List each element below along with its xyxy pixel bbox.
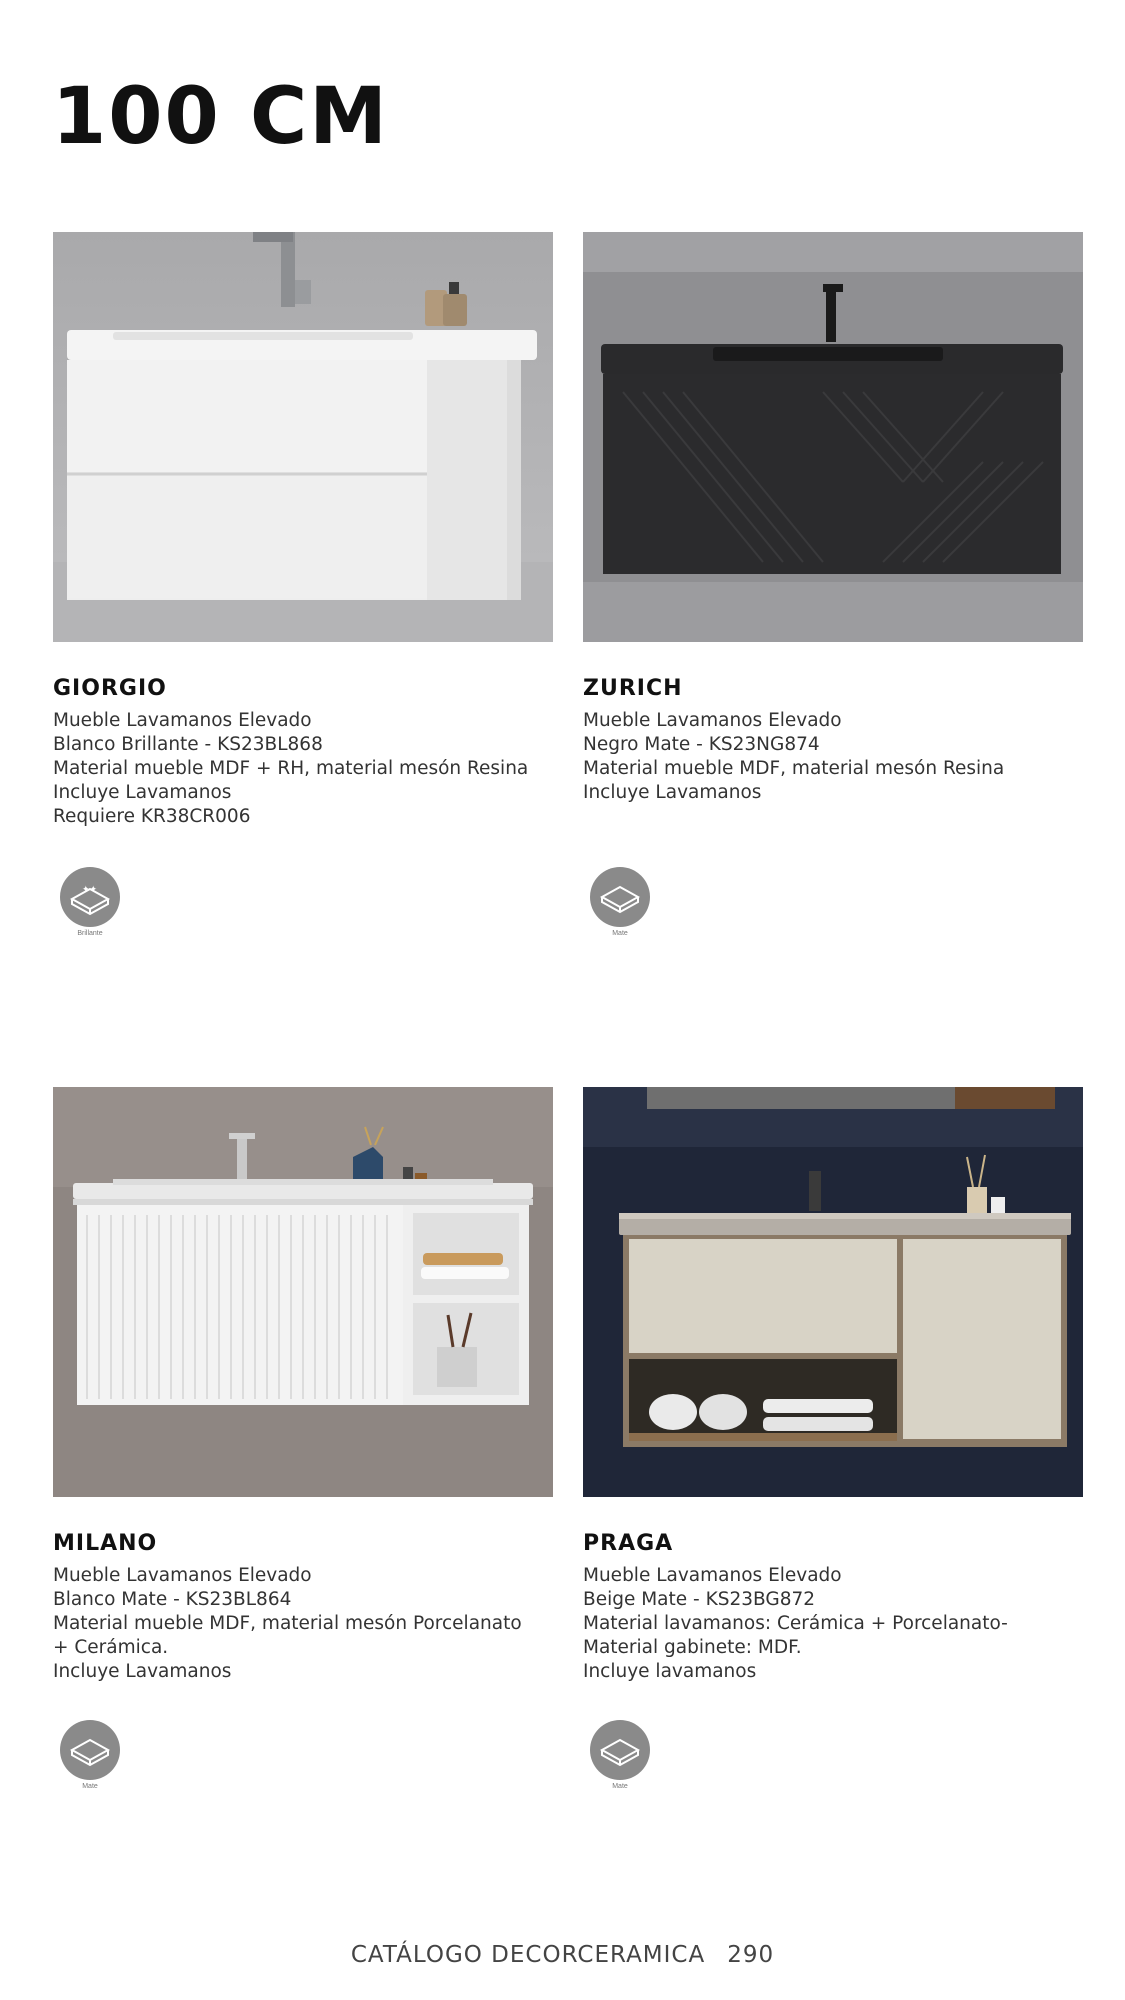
description-line: Mueble Lavamanos Elevado	[53, 1565, 312, 1586]
product-description	[583, 1564, 1083, 1684]
product-name: ZURICH	[583, 676, 683, 701]
matte-finish-icon	[60, 1720, 120, 1780]
description-line: Incluye Lavamanos	[583, 782, 762, 803]
matte-finish-icon	[590, 1720, 650, 1780]
product-name: PRAGA	[583, 1531, 674, 1556]
finish-label: Mate	[82, 1783, 98, 1790]
product-card-praga	[583, 1087, 1083, 1684]
description-line: Mueble Lavamanos Elevado	[53, 710, 312, 731]
description-line: Incluye Lavamanos	[53, 782, 232, 803]
svg-text:✦✦: ✦✦	[82, 885, 98, 895]
catalog-name: CATÁLOGO DECORCERAMICA	[350, 1942, 706, 1968]
description-line: + Cerámica.	[53, 1637, 169, 1658]
product-name: MILANO	[53, 1531, 158, 1556]
finish-label: Mate	[612, 930, 628, 937]
description-line: Material mueble MDF, material mesón Porcelanato	[53, 1613, 522, 1634]
description-line: Blanco Mate - KS23BL864	[53, 1589, 292, 1610]
product-card-giorgio	[53, 232, 553, 829]
finish-badge-milano	[50, 1720, 130, 1790]
description-line: Negro Mate - KS23NG874	[583, 734, 820, 755]
product-name: GIORGIO	[53, 676, 167, 701]
glossy-finish-icon	[60, 867, 120, 927]
page-footer	[0, 1942, 1125, 1968]
finish-badge-giorgio	[50, 867, 130, 937]
product-description	[53, 709, 553, 829]
description-line: Beige Mate - KS23BG872	[583, 1589, 816, 1610]
product-card-milano	[53, 1087, 553, 1684]
matte-finish-icon	[590, 867, 650, 927]
product-photo-milano	[53, 1087, 553, 1497]
product-description	[583, 709, 1083, 805]
product-photo-praga	[583, 1087, 1083, 1497]
description-line: Requiere KR38CR006	[53, 806, 251, 827]
description-line: Incluye Lavamanos	[53, 1661, 232, 1682]
page-title: 100 CM	[52, 72, 389, 162]
description-line: Blanco Brillante - KS23BL868	[53, 734, 323, 755]
finish-label: Brillante	[77, 930, 103, 937]
description-line: Material lavamanos: Cerámica + Porcelanato-	[583, 1613, 1008, 1634]
description-line: Material mueble MDF, material mesón Resina	[583, 758, 1005, 779]
finish-label: Mate	[612, 1783, 628, 1790]
description-line: Material mueble MDF + RH, material mesón Resina	[53, 758, 529, 779]
finish-badge-zurich	[580, 867, 660, 937]
finish-badge-praga	[580, 1720, 660, 1790]
description-line: Mueble Lavamanos Elevado	[583, 1565, 842, 1586]
product-photo-giorgio	[53, 232, 553, 642]
product-photo-zurich	[583, 232, 1083, 642]
page-number: 290	[727, 1942, 775, 1968]
product-card-zurich	[583, 232, 1083, 805]
description-line: Material gabinete: MDF.	[583, 1637, 802, 1658]
description-line: Mueble Lavamanos Elevado	[583, 710, 842, 731]
product-description	[53, 1564, 553, 1684]
description-line: Incluye lavamanos	[583, 1661, 757, 1682]
